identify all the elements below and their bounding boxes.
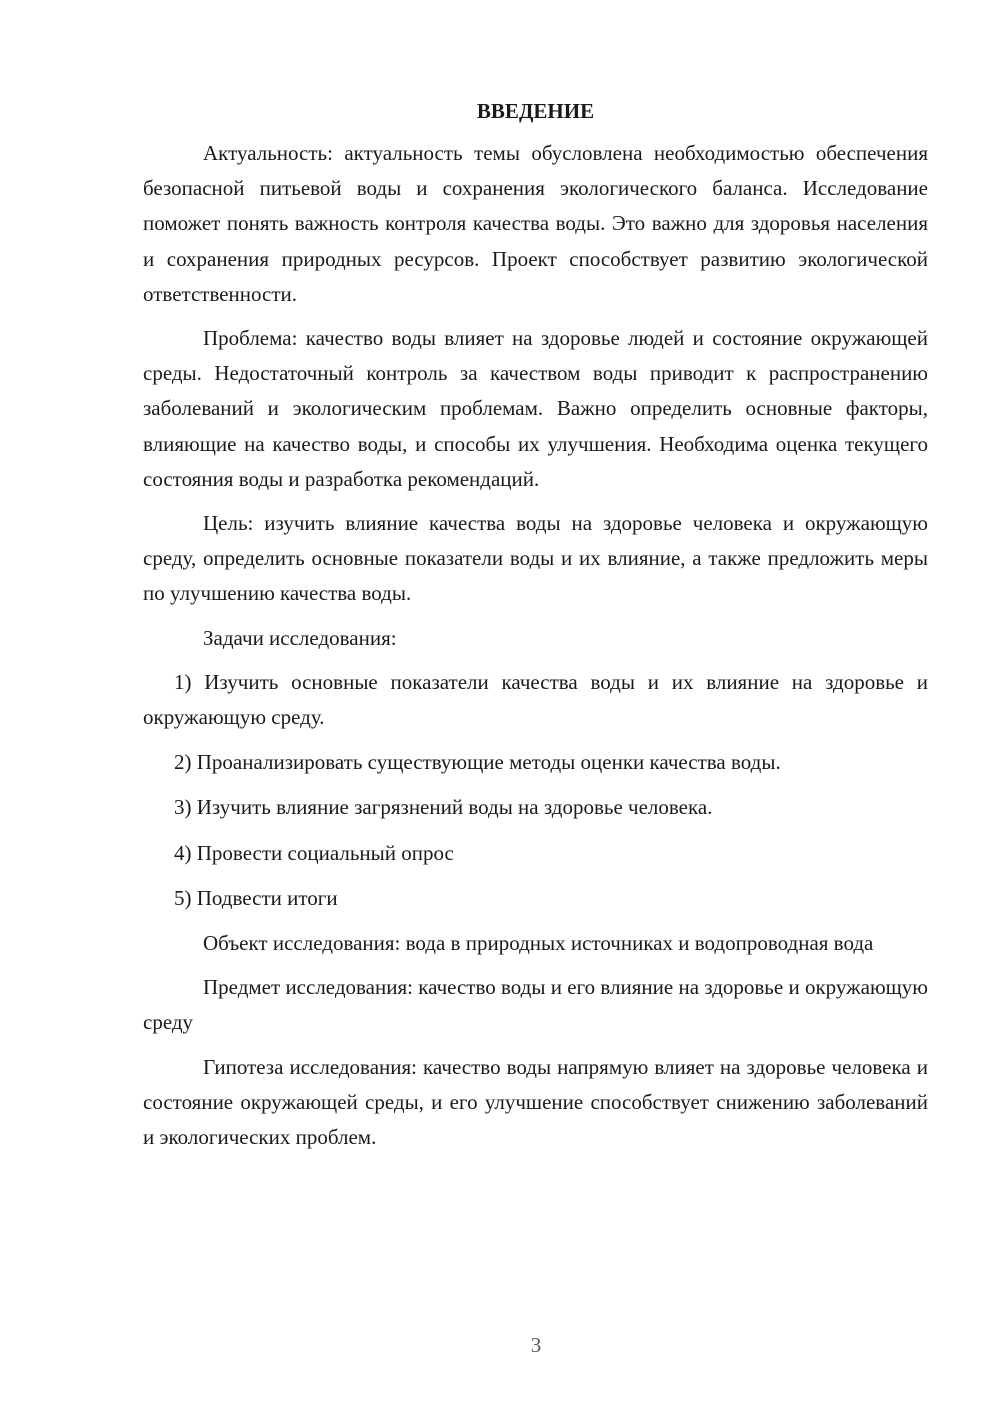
subject-paragraph: Предмет исследования: качество воды и его влияние на здоровье и окружающую среду bbox=[143, 975, 928, 1035]
relevance-paragraph: Актуальность: актуальность темы обусловлена необходимостью обеспечения безопасной питьевой воды и сохранения экологического баланса. Исследование поможет понять важность контроля качества воды. Это важно для здоровья населения и сохранения природных ресурсов. Проект способствует развитию экологической ответственности. bbox=[143, 141, 928, 306]
document-page bbox=[143, 96, 928, 1164]
goal-paragraph: Цель: изучить влияние качества воды на здоровье человека и окружающую среду, определить основные показатели воды и их влияние, а также предложить меры по улучшению качества воды. bbox=[143, 511, 928, 606]
object-paragraph: Объект исследования: вода в природных источниках и водопроводная вода bbox=[203, 931, 874, 956]
hypothesis-paragraph: Гипотеза исследования: качество воды напрямую влияет на здоровье человека и состояние окружающей среды, и его улучшение способствует снижению заболеваний и экологических проблем. bbox=[143, 1054, 928, 1150]
task-item-5: 5) Подвести итоги bbox=[174, 885, 338, 910]
task-item-2: 2) Проанализировать существующие методы оценки качества воды. bbox=[174, 750, 781, 775]
task-item-4: 4) Провести социальный опрос bbox=[174, 840, 454, 865]
task-item-3: 3) Изучить влияние загрязнений воды на здоровье человека. bbox=[174, 795, 713, 820]
problem-paragraph: Проблема: качество воды влияет на здоровье людей и состояние окружающей среды. Недостаточный контроль за качеством воды приводит к распространению заболеваний и экологическим проблемам. Важно определить основные факторы, влияющие на качество воды, и способы их улучшения. Необходима оценка текущего состояния воды и разработка рекомендаций. bbox=[143, 326, 928, 491]
page-title: ВВЕДЕНИЕ bbox=[476, 99, 595, 123]
tasks-heading: Задачи исследования: bbox=[203, 625, 397, 650]
page-number: 3 bbox=[530, 1333, 542, 1357]
task-item-1: 1) Изучить основные показатели качества воды и их влияние на здоровье и окружающую среду. bbox=[143, 669, 928, 730]
